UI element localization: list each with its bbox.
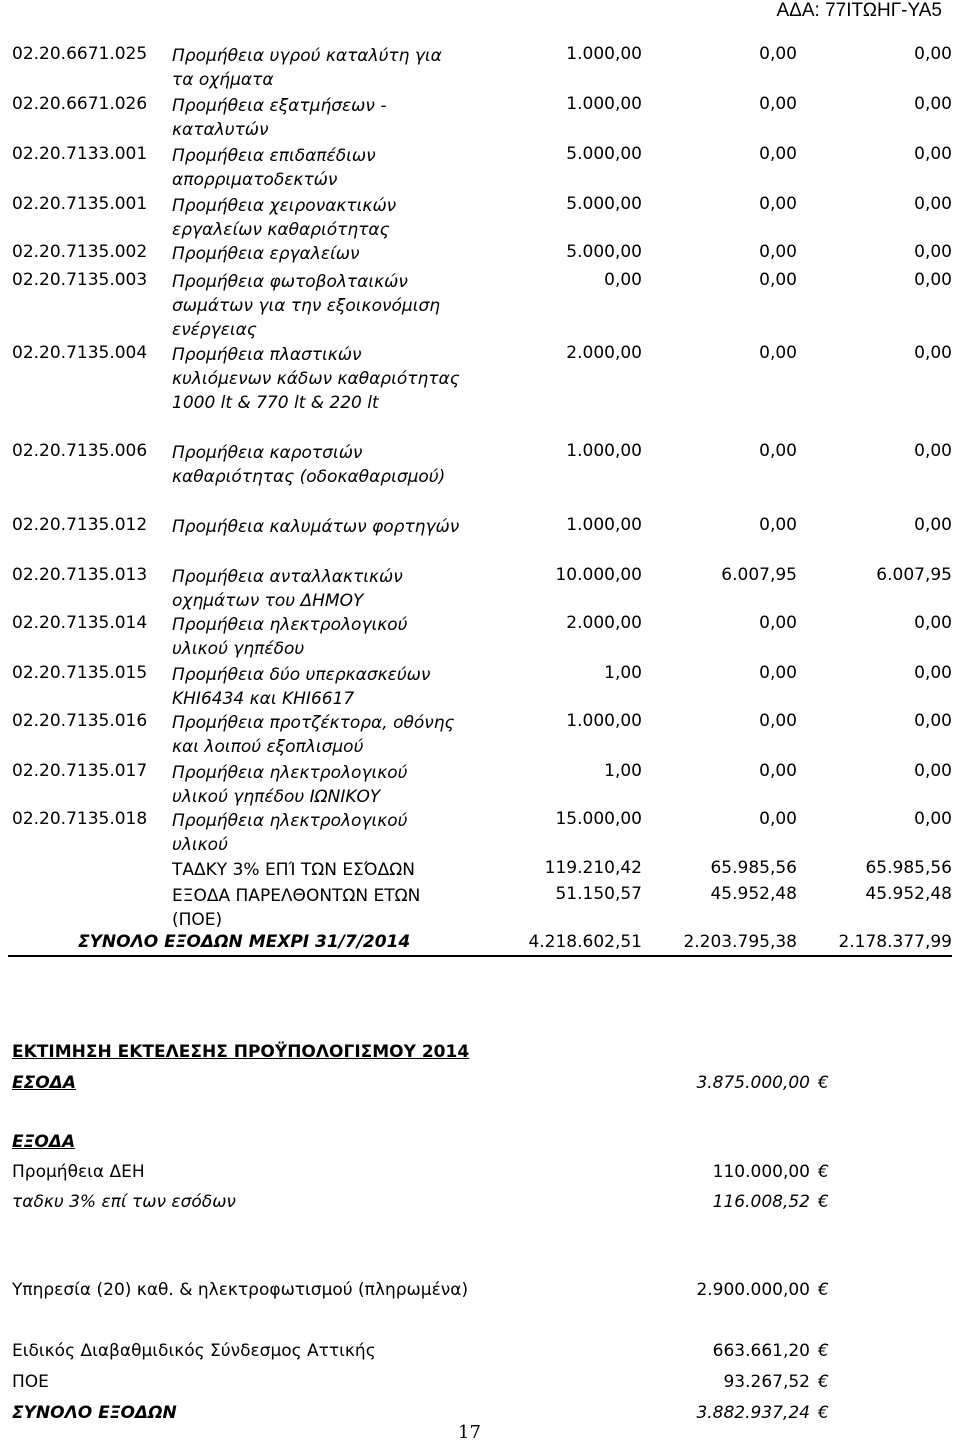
- row-budget-value: 1.000,00: [566, 44, 642, 64]
- estimate-item-label: ταδκυ 3% επί των εσόδων: [12, 1192, 236, 1212]
- row-paid-value: 0,00: [914, 613, 952, 633]
- row-paid-value: 65.985,56: [865, 858, 952, 878]
- row-budget-value: 1,00: [604, 663, 642, 683]
- row-description: Προμήθεια προτζέκτορα, οθόνης και λοιπού εξοπλισμού: [172, 713, 455, 757]
- row-committed-value: 0,00: [759, 94, 797, 114]
- row-code: 02.20.7135.018: [12, 809, 148, 829]
- row-code: 02.20.7135.017: [12, 761, 148, 781]
- row-paid-value: 45.952,48: [865, 884, 952, 904]
- currency-symbol: €: [818, 1192, 829, 1212]
- estimate-item-label: Προμήθεια ΔΕΗ: [12, 1162, 145, 1182]
- estimate-item-label: ΠΟΕ: [12, 1372, 49, 1392]
- estimate-total-value: 3.882.937,24: [696, 1403, 810, 1423]
- row-budget-value: 2.000,00: [566, 343, 642, 363]
- row-description: Προμήθεια υγρού καταλύτη για τα οχήματα: [172, 46, 442, 90]
- row-committed-value: 0,00: [759, 270, 797, 290]
- row-description: Προμήθεια καροτσιών καθαριότητας (οδοκαθαρισμού): [172, 443, 446, 487]
- row-paid-value: 0,00: [914, 94, 952, 114]
- row-description: Προμήθεια πλαστικών κυλιόμενων κάδων καθαριότητας 1000 lt & 770 lt & 220 lt: [172, 345, 460, 413]
- row-code: 02.20.7135.014: [12, 613, 148, 633]
- estimate-item-value: 110.000,00: [712, 1162, 810, 1182]
- row-committed-value: 0,00: [759, 242, 797, 262]
- row-code: 02.20.7135.012: [12, 515, 148, 535]
- currency-symbol: €: [818, 1280, 829, 1300]
- row-paid-value: 0,00: [914, 663, 952, 683]
- row-code: 02.20.7135.001: [12, 194, 148, 214]
- row-description: Προμήθεια επιδαπέδιων απορριματοδεκτών: [172, 146, 376, 190]
- currency-symbol: €: [818, 1073, 829, 1093]
- row-description: Προμήθεια φωτοβολταικών σωμάτων για την εξοικονόμιση ενέργειας: [172, 272, 440, 340]
- row-budget-value: 15.000,00: [555, 809, 642, 829]
- total-paid-value: 2.178.377,99: [838, 932, 952, 952]
- row-paid-value: 0,00: [914, 194, 952, 214]
- row-paid-value: 0,00: [914, 44, 952, 64]
- row-description: Προμήθεια εργαλείων: [172, 244, 360, 264]
- row-committed-value: 0,00: [759, 144, 797, 164]
- row-paid-value: 0,00: [914, 144, 952, 164]
- expenses-label: ΕΞΟΔΑ: [12, 1132, 76, 1152]
- total-budget-value: 4.218.602,51: [528, 932, 642, 952]
- row-committed-value: 0,00: [759, 515, 797, 535]
- row-description: ΕΞΟΔΑ ΠΑΡΕΛΘΟΝΤΩΝ ΕΤΩΝ (ΠΟΕ): [172, 886, 421, 930]
- row-budget-value: 51.150,57: [555, 884, 642, 904]
- row-description: Προμήθεια ανταλλακτικών οχημάτων του ΔΗΜΟΥ: [172, 567, 403, 611]
- total-committed-value: 2.203.795,38: [683, 932, 797, 952]
- row-code: 02.20.6671.025: [12, 44, 148, 64]
- row-code: 02.20.7133.001: [12, 144, 148, 164]
- row-description: Προμήθεια ηλεκτρολογικού υλικού γηπέδου ΙΩΝΙΚΟΥ: [172, 763, 408, 807]
- row-committed-value: 0,00: [759, 711, 797, 731]
- row-budget-value: 1.000,00: [566, 94, 642, 114]
- row-description: Προμήθεια ηλεκτρολογικού υλικού γηπέδου: [172, 615, 408, 659]
- row-description: Προμήθεια καλυμάτων φορτηγών: [172, 517, 460, 537]
- currency-symbol: €: [818, 1341, 829, 1361]
- row-paid-value: 0,00: [914, 515, 952, 535]
- row-committed-value: 0,00: [759, 441, 797, 461]
- row-paid-value: 0,00: [914, 761, 952, 781]
- row-code: 02.20.6671.026: [12, 94, 148, 114]
- estimate-item-label: Υπηρεσία (20) καθ. & ηλεκτροφωτισμού (πληρωμένα): [12, 1280, 469, 1300]
- currency-symbol: €: [818, 1162, 829, 1182]
- row-budget-value: 1.000,00: [566, 711, 642, 731]
- ada-header: ΑΔΑ: 77ΙΤΩΗΓ-ΥΑ5: [776, 0, 942, 21]
- income-label: ΕΣΟΔΑ: [12, 1073, 76, 1093]
- row-budget-value: 2.000,00: [566, 613, 642, 633]
- row-code: 02.20.7135.013: [12, 565, 148, 585]
- row-description: Προμήθεια ηλεκτρολογικού υλικού: [172, 811, 408, 855]
- row-description: Προμήθεια εξατμήσεων - καταλυτών: [172, 96, 387, 140]
- currency-symbol: €: [818, 1372, 829, 1392]
- estimate-item-value: 93.267,52: [723, 1372, 810, 1392]
- estimate-item-value: 2.900.000,00: [696, 1280, 810, 1300]
- row-description: Προμήθεια χειρονακτικών εργαλείων καθαριότητας: [172, 196, 397, 240]
- row-code: 02.20.7135.004: [12, 343, 148, 363]
- row-budget-value: 1.000,00: [566, 441, 642, 461]
- row-paid-value: 6.007,95: [876, 565, 952, 585]
- row-committed-value: 0,00: [759, 194, 797, 214]
- row-paid-value: 0,00: [914, 343, 952, 363]
- row-budget-value: 5.000,00: [566, 242, 642, 262]
- row-budget-value: 10.000,00: [555, 565, 642, 585]
- row-paid-value: 0,00: [914, 270, 952, 290]
- row-committed-value: 0,00: [759, 343, 797, 363]
- row-committed-value: 0,00: [759, 613, 797, 633]
- row-code: 02.20.7135.002: [12, 242, 148, 262]
- estimate-title: ΕΚΤΙΜΗΣΗ ΕΚΤΕΛΕΣΗΣ ΠΡΟΫΠΟΛΟΓΙΣΜΟΥ 2014: [12, 1042, 470, 1062]
- row-paid-value: 0,00: [914, 809, 952, 829]
- currency-symbol: €: [818, 1403, 829, 1423]
- row-code: 02.20.7135.015: [12, 663, 148, 683]
- row-code: 02.20.7135.003: [12, 270, 148, 290]
- row-description: Προμήθεια δύο υπερκασκεύων ΚΗΙ6434 και ΚΗΙ6617: [172, 665, 431, 709]
- estimate-total-label: ΣΥΝΟΛΟ ΕΞΟΔΩΝ: [12, 1403, 177, 1423]
- row-committed-value: 0,00: [759, 44, 797, 64]
- row-committed-value: 0,00: [759, 761, 797, 781]
- estimate-item-value: 116.008,52: [712, 1192, 810, 1212]
- row-code: 02.20.7135.006: [12, 441, 148, 461]
- row-committed-value: 0,00: [759, 809, 797, 829]
- row-paid-value: 0,00: [914, 242, 952, 262]
- row-committed-value: 0,00: [759, 663, 797, 683]
- total-label: ΣΥΝΟΛΟ ΕΞΟΔΩΝ ΜΕΧΡΙ 31/7/2014: [78, 932, 411, 952]
- row-committed-value: 6.007,95: [721, 565, 797, 585]
- row-budget-value: 1.000,00: [566, 515, 642, 535]
- row-budget-value: 5.000,00: [566, 144, 642, 164]
- page-number: 17: [458, 1422, 481, 1443]
- row-committed-value: 45.952,48: [710, 884, 797, 904]
- row-code: 02.20.7135.016: [12, 711, 148, 731]
- row-description: ΤΑΔΚΥ 3% ΕΠΊ ΤΩΝ ΕΣΌΔΩΝ: [172, 860, 415, 880]
- row-budget-value: 5.000,00: [566, 194, 642, 214]
- row-committed-value: 65.985,56: [710, 858, 797, 878]
- estimate-item-label: Ειδικός Διαβαθμιδικός Σύνδεσμος Αττικής: [12, 1341, 376, 1361]
- row-paid-value: 0,00: [914, 441, 952, 461]
- row-budget-value: 119.210,42: [544, 858, 642, 878]
- row-paid-value: 0,00: [914, 711, 952, 731]
- row-budget-value: 1,00: [604, 761, 642, 781]
- estimate-item-value: 663.661,20: [712, 1341, 810, 1361]
- income-value: 3.875.000,00: [696, 1073, 810, 1093]
- row-budget-value: 0,00: [604, 270, 642, 290]
- total-separator: [8, 955, 952, 957]
